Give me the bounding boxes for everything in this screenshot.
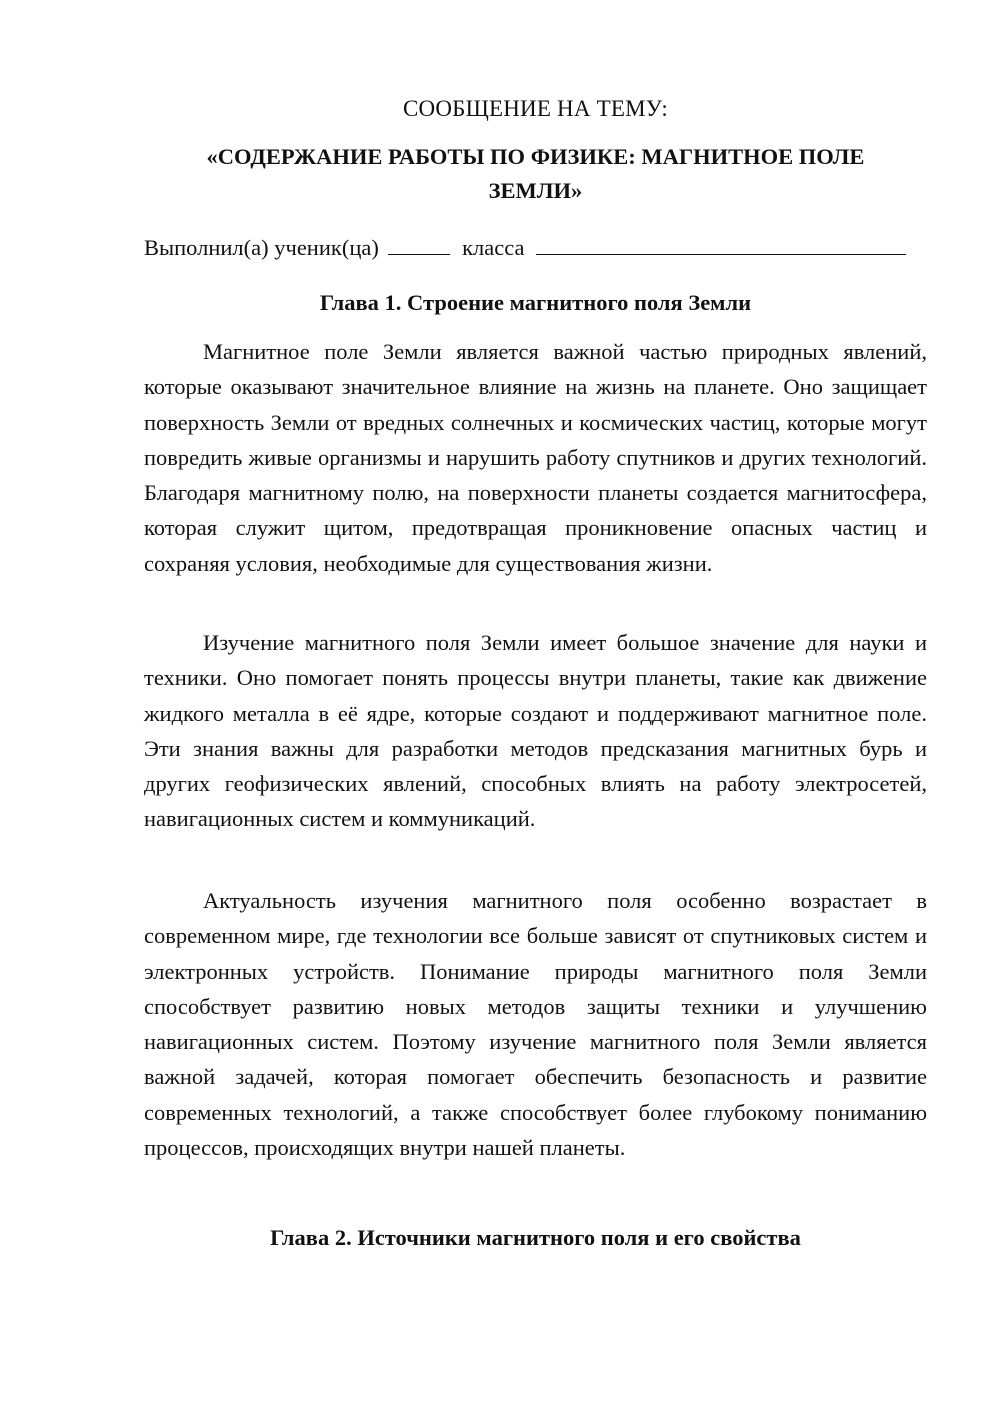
class-blank-line <box>388 232 450 255</box>
name-blank-line <box>536 232 906 255</box>
document-type-heading: СООБЩЕНИЕ НА ТЕМУ: <box>403 96 668 121</box>
chapter-1-paragraph-2: Изучение магнитного поля Земли имеет большое значение для науки и техники. Оно помогает понять процессы внутри планеты, такие как движение жидкого металла в её ядре, которые создают и поддерживают магнитное поле. Эти знания важны для разработки методов предсказания магнитных бурь и других геофизических явлений, способных влиять на работу электросетей, навигационных систем и коммуникаций. <box>144 630 927 832</box>
document-title <box>144 140 927 208</box>
document-title-line-1: «СОДЕРЖАНИЕ РАБОТЫ ПО ФИЗИКЕ: МАГНИТНОЕ ПОЛЕ <box>206 144 865 169</box>
class-label: класса <box>462 235 525 260</box>
author-label: Выполнил(а) ученик(ца) <box>144 235 379 260</box>
chapter-1-title: Глава 1. Строение магнитного поля Земли <box>319 290 752 315</box>
chapter-1-paragraph-3: Актуальность изучения магнитного поля особенно возрастает в современном мире, где технологии все больше зависят от спутниковых систем и электронных устройств. Понимание природы магнитного поля Земли способствует развитию новых методов защиты техники и улучшению навигационных систем. Поэтому изучение магнитного поля Земли является важной задачей, которая помогает обеспечить безопасность и развитие современных технологий, а также способствует более глубокому пониманию процессов, происходящих внутри нашей планеты. <box>144 888 927 1161</box>
document-page <box>144 0 927 1414</box>
chapter-1-paragraph-1: Магнитное поле Земли является важной частью природных явлений, которые оказывают значительное влияние на жизнь на планете. Оно защищает поверхность Земли от вредных солнечных и космических частиц, которые могут повредить живые организмы и нарушить работу спутников и других технологий. Благодаря магнитному полю, на поверхности планеты создается магнитосфера, которая служит щитом, предотвращая проникновение опасных частиц и сохраняя условия, необходимые для существования жизни. <box>144 339 927 576</box>
chapter-2-title: Глава 2. Источники магнитного поля и его свойства <box>270 1225 801 1250</box>
author-line <box>144 231 927 265</box>
document-title-line-2: ЗЕМЛИ» <box>488 178 583 203</box>
